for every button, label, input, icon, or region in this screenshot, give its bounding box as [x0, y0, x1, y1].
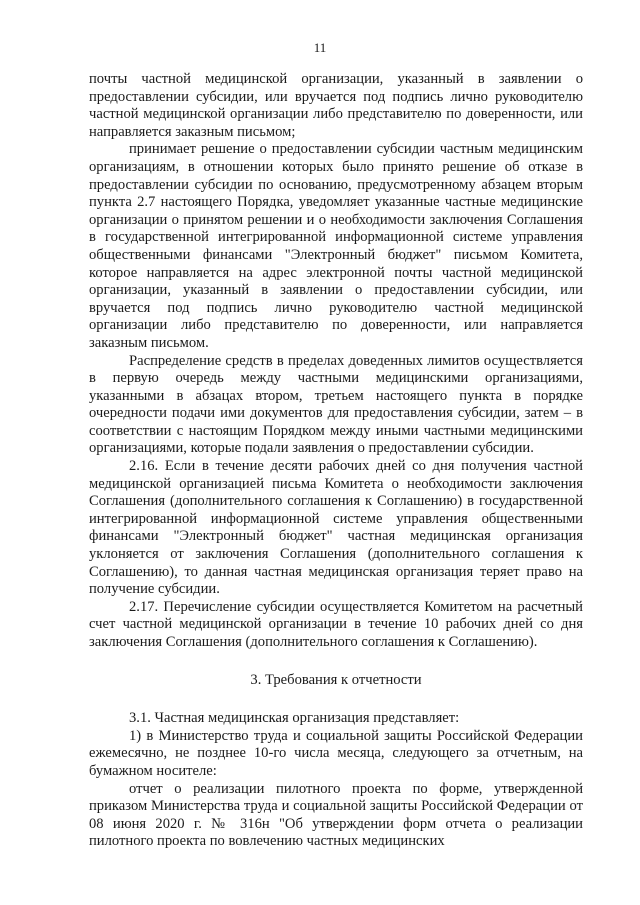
- paragraph-continuation: почты частной медицинской организации, указанный в заявлении о предоставлении субсидии, или вручается под подпись лично руководителю частной медицинской организации либо представителю по доверенности, или направляется заказным письмом;: [89, 71, 583, 140]
- page-number: 11: [313, 40, 327, 55]
- paragraph-report: отчет о реализации пилотного проекта по форме, утвержденной приказом Министерства труда и социальной защиты Российской Федерации от 08 июня 2020 г. № 316н "Об утверждении форм отчета о реализации пилотного проекта по вовлечению частных медицинских: [89, 780, 583, 850]
- paragraph-distribution: Распределение средств в пределах доведенных лимитов осуществляется в первую очередь между частными медицинскими организациями, указанными в абзацах втором, третьем настоящего пункта в порядке очередности подачи ими документов для предоставления субсидии, затем – в соответствии с настоящим Порядком между иными частными медицинскими организациями, которые подали заявления о предоставлении субсидии.: [89, 352, 583, 457]
- paragraph-3-1-item-1: 1) в Министерство труда и социальной защиты Российской Федерации ежемесячно, не позднее 10-го числа месяца, следующего за отчетным, на бумажном носителе:: [89, 727, 583, 779]
- document-body: [89, 71, 583, 851]
- paragraph-2-17: 2.17. Перечисление субсидии осуществляется Комитетом на расчетный счет частной медицинской организации в течение 10 рабочих дней со дня заключения Соглашения (дополнительного соглашения к Соглашению).: [89, 598, 583, 650]
- paragraph-decision: принимает решение о предоставлении субсидии частным медицинским организациям, в отношении которых было принято решение об отказе в предоставлении субсидии по основанию, предусмотренному абзацем вторым пункта 2.7 настоящего Порядка, уведомляет указанные частные медицинские организации о принятом решении и о необходимости заключения Соглашения в государственной интегрированной информационной системе управления общественными финансами "Электронный бюджет" письмом Комитета, которое направляется на адрес электронной почты частной медицинской организации, указанный в заявлении о предоставлении субсидии, или вручается под подпись лично руководителю частной медицинской организации либо представителю по доверенности, или направляется заказным письмом.: [89, 141, 583, 351]
- paragraph-2-16: 2.16. Если в течение десяти рабочих дней со дня получения частной медицинской организацией письма Комитета о необходимости заключения Соглашения (дополнительного соглашения к Соглашению) в государственной интегрированной информационной системе управления общественными финансами "Электронный бюджет" частная медицинская организация уклоняется от заключения Соглашения (дополнительного соглашения к Соглашению), то данная частная медицинская организация теряет право на получение субсидии.: [89, 458, 583, 598]
- paragraph-3-1: 3.1. Частная медицинская организация представляет:: [129, 710, 460, 727]
- section-title: 3. Требования к отчетности: [250, 671, 422, 688]
